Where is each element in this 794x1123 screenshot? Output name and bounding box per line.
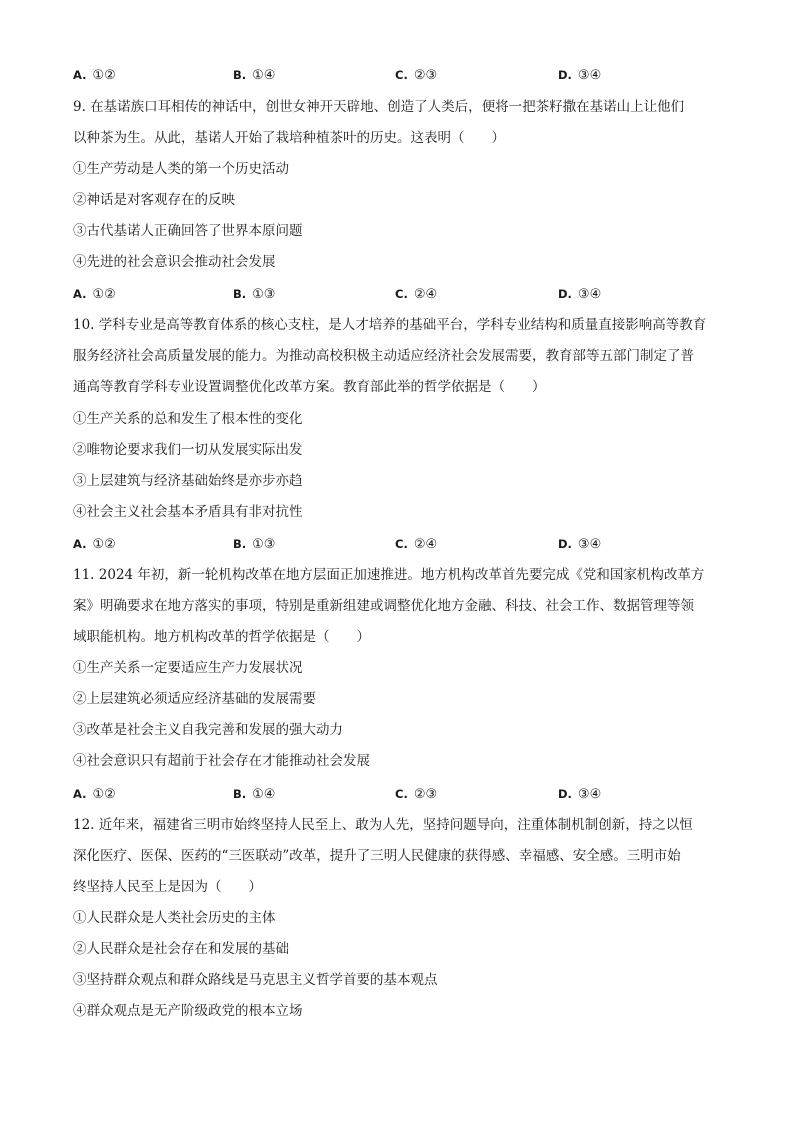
q9-option-a[interactable]: A. ①② <box>73 287 116 302</box>
q8-options <box>73 65 723 85</box>
q8-option-d[interactable]: D. ③④ <box>558 68 602 83</box>
q10-option-a[interactable]: A. ①② <box>73 537 116 552</box>
q12-statement-3: ③坚持群众观点和群众路线是马克思主义哲学首要的基本观点 <box>73 972 438 988</box>
q12-stem-line-3: 终坚持人民至上是因为（ ） <box>73 879 262 895</box>
q10-statement-2: ②唯物论要求我们一切从发展实际出发 <box>73 442 303 458</box>
q12-statement-2: ②人民群众是社会存在和发展的基础 <box>73 941 289 957</box>
q10-statement-3: ③上层建筑与经济基础始终是亦步亦趋 <box>73 473 303 489</box>
q11-option-d[interactable]: D. ③④ <box>558 787 602 802</box>
q9-option-c[interactable]: C. ②④ <box>395 287 438 302</box>
q9-option-b[interactable]: B. ①③ <box>233 287 276 302</box>
q8-option-b[interactable]: B. ①④ <box>233 68 276 83</box>
q11-statement-4: ④社会意识只有超前于社会存在才能推动社会发展 <box>73 753 370 769</box>
q9-stem-line-1: 9. 在基诺族口耳相传的神话中，创世女神开天辟地、创造了人类后，便将一把茶籽撒在基诺山上让他们 <box>73 99 685 115</box>
q8-option-a[interactable]: A. ①② <box>73 68 116 83</box>
q10-option-b[interactable]: B. ①③ <box>233 537 276 552</box>
q10-statement-1: ①生产关系的总和发生了根本性的变化 <box>73 411 303 427</box>
q9-statement-3: ③古代基诺人正确回答了世界本原问题 <box>73 223 303 239</box>
q8-option-c[interactable]: C. ②③ <box>395 68 438 83</box>
q12-statement-4: ④群众观点是无产阶级政党的根本立场 <box>73 1003 303 1019</box>
q9-statement-4: ④先进的社会意识会推动社会发展 <box>73 254 276 270</box>
q12-stem-line-2: 深化医疗、医保、医药的“三医联动”改革，提升了三明人民健康的获得感、幸福感、安全感。三明市始 <box>73 848 681 864</box>
q9-statement-1: ①生产劳动是人类的第一个历史活动 <box>73 161 289 177</box>
q11-stem-line-3: 域职能机构。地方机构改革的哲学依据是（ ） <box>73 629 370 645</box>
q10-statement-4: ④社会主义社会基本矛盾具有非对抗性 <box>73 504 303 520</box>
q10-stem-line-3: 通高等教育学科专业设置调整优化改革方案。教育部此举的哲学依据是（ ） <box>73 379 546 395</box>
q10-stem-line-1: 10. 学科专业是高等教育体系的核心支柱，是人才培养的基础平台，学科专业结构和质量直接影响高等教育 <box>73 317 707 333</box>
q11-statement-2: ②上层建筑必须适应经济基础的发展需要 <box>73 691 316 707</box>
q11-option-b[interactable]: B. ①④ <box>233 787 276 802</box>
q9-option-d[interactable]: D. ③④ <box>558 287 602 302</box>
q11-statement-1: ①生产关系一定要适应生产力发展状况 <box>73 660 303 676</box>
q10-options <box>73 534 723 554</box>
q11-option-a[interactable]: A. ①② <box>73 787 116 802</box>
q11-statement-3: ③改革是社会主义自我完善和发展的强大动力 <box>73 722 343 738</box>
q10-option-c[interactable]: C. ②④ <box>395 537 438 552</box>
q12-statement-1: ①人民群众是人类社会历史的主体 <box>73 910 276 926</box>
q9-options <box>73 284 723 304</box>
q12-stem-line-1: 12. 近年来，福建省三明市始终坚持人民至上、敢为人先，坚持问题导向，注重体制机制创新，持之以恒 <box>73 817 693 833</box>
q9-statement-2: ②神话是对客观存在的反映 <box>73 192 235 208</box>
q10-option-d[interactable]: D. ③④ <box>558 537 602 552</box>
q11-stem-line-1: 11. 2024 年初，新一轮机构改革在地方层面正加速推进。地方机构改革首先要完成《党和国家机构改革方 <box>73 567 705 583</box>
q11-stem-line-2: 案》明确要求在地方落实的事项，特别是重新组建或调整优化地方金融、科技、社会工作、数据管理等领 <box>73 598 694 614</box>
q9-stem-line-2: 以种茶为生。从此，基诺人开始了栽培种植茶叶的历史。这表明（ ） <box>73 130 505 146</box>
q10-stem-line-2: 服务经济社会高质量发展的能力。为推动高校积极主动适应经济社会发展需要，教育部等五部门制定了普 <box>73 348 694 364</box>
q11-options <box>73 784 723 804</box>
q11-option-c[interactable]: C. ②③ <box>395 787 438 802</box>
